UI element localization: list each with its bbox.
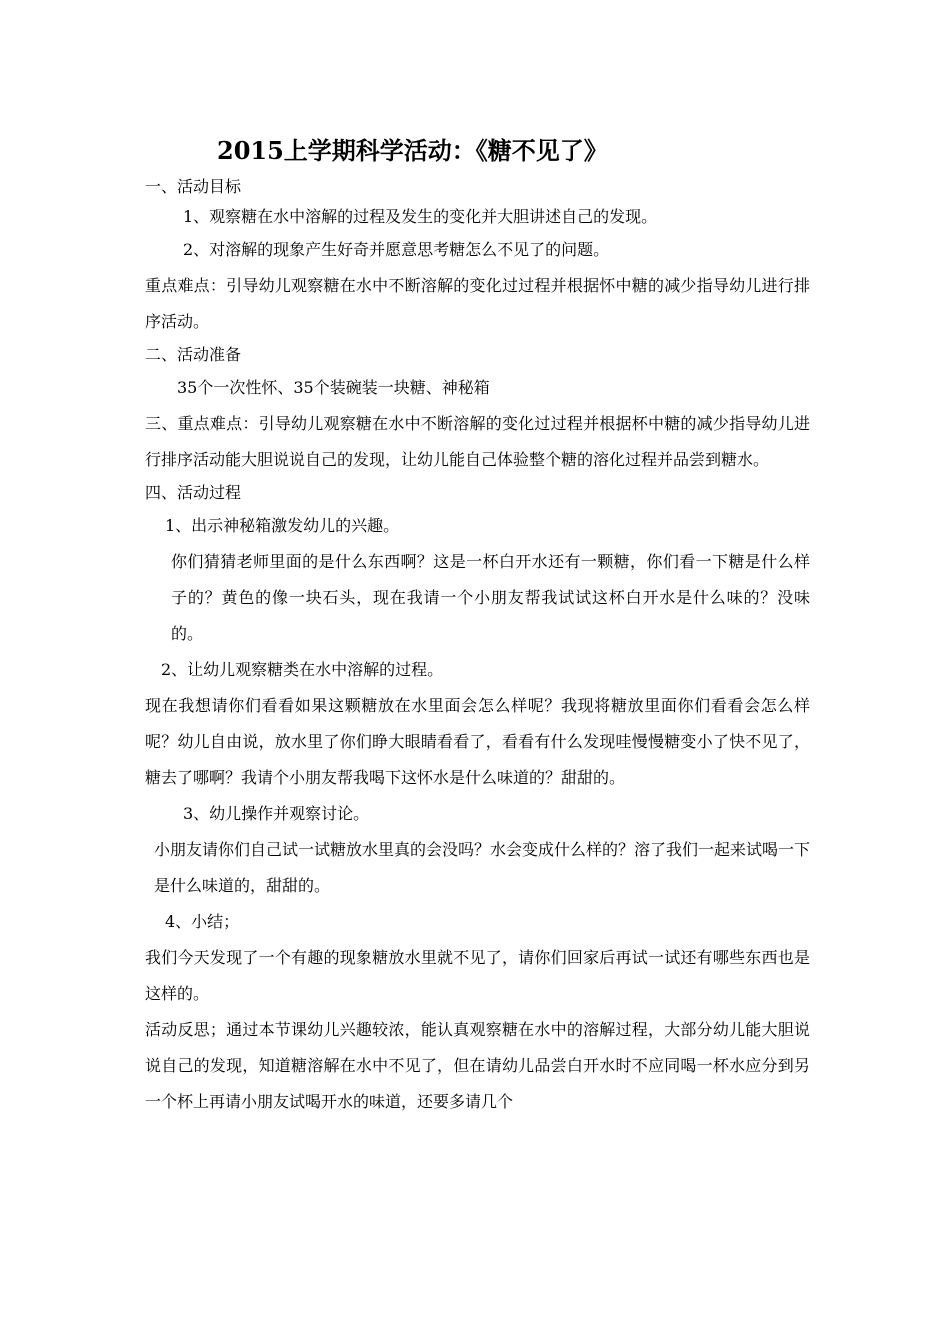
paragraph: 1、出示神秘箱激发幼儿的兴趣。 xyxy=(165,516,400,535)
paragraph: 三、重点难点：引导幼儿观察糖在水中不断溶解的变化过过程并根据杯中糖的减少指导幼儿进行排序活动能大胆说说自己的发现，让幼儿能自己体验整个糖的溶化过程并品尝到糖水。 xyxy=(145,414,810,469)
paragraph: 四、活动过程 xyxy=(145,483,242,502)
paragraph: 1、观察糖在水中溶解的过程及发生的变化并大胆讲述自己的发现。 xyxy=(183,207,658,226)
paragraph: 你们猜猜老师里面的是什么东西啊？这是一杯白开水还有一颗糖，你们看一下糖是什么样子的？黄色的像一块石头，现在我请一个小朋友帮我试试这杯白开水是什么味的？没味的。 xyxy=(171,552,810,643)
paragraph: 重点难点：引导幼儿观察糖在水中不断溶解的变化过过程并根据怀中糖的减少指导幼儿进行排序活动。 xyxy=(145,276,810,331)
paragraph: 一、活动目标 xyxy=(145,177,242,196)
paragraph: 2、对溶解的现象产生好奇并愿意思考糖怎么不见了的问题。 xyxy=(183,240,610,259)
paragraph: 4、小结； xyxy=(165,912,240,931)
document-body xyxy=(145,172,810,1120)
document-title: 2015上学期科学活动：《糖不见了》 xyxy=(217,136,608,165)
paragraph: 活动反思；通过本节课幼儿兴趣较浓，能认真观察糖在水中的溶解过程，大部分幼儿能大胆说说自己的发现，知道糖溶解在水中不见了，但在请幼儿品尝白开水时不应同喝一杯水应分到另一个杯上再请小朋友试喝开水的味道，还要多请几个 xyxy=(145,1020,810,1111)
paragraph: 我们今天发现了一个有趣的现象糖放水里就不见了，请你们回家后再试一试还有哪些东西也是这样的。 xyxy=(145,948,810,1003)
paragraph: 二、活动准备 xyxy=(145,345,242,364)
paragraph: 35个一次性怀、35个装碗装一块糖、神秘箱 xyxy=(177,378,490,397)
paragraph: 2、让幼儿观察糖类在水中溶解的过程。 xyxy=(161,660,444,679)
paragraph: 小朋友请你们自己试一试糖放水里真的会没吗？水会变成什么样的？溶了我们一起来试喝一下是什么味道的，甜甜的。 xyxy=(154,840,811,895)
paragraph: 3、幼儿操作并观察讨论。 xyxy=(183,804,370,823)
paragraph: 现在我想请你们看看如果这颗糖放在水里面会怎么样呢？我现将糖放里面你们看看会怎么样呢？幼儿自由说，放水里了你们睁大眼睛看看了，看看有什么发现哇慢慢糖变小了快不见了，糖去了哪啊？我请个小朋友帮我喝下这怀水是什么味道的？甜甜的。 xyxy=(145,696,810,787)
